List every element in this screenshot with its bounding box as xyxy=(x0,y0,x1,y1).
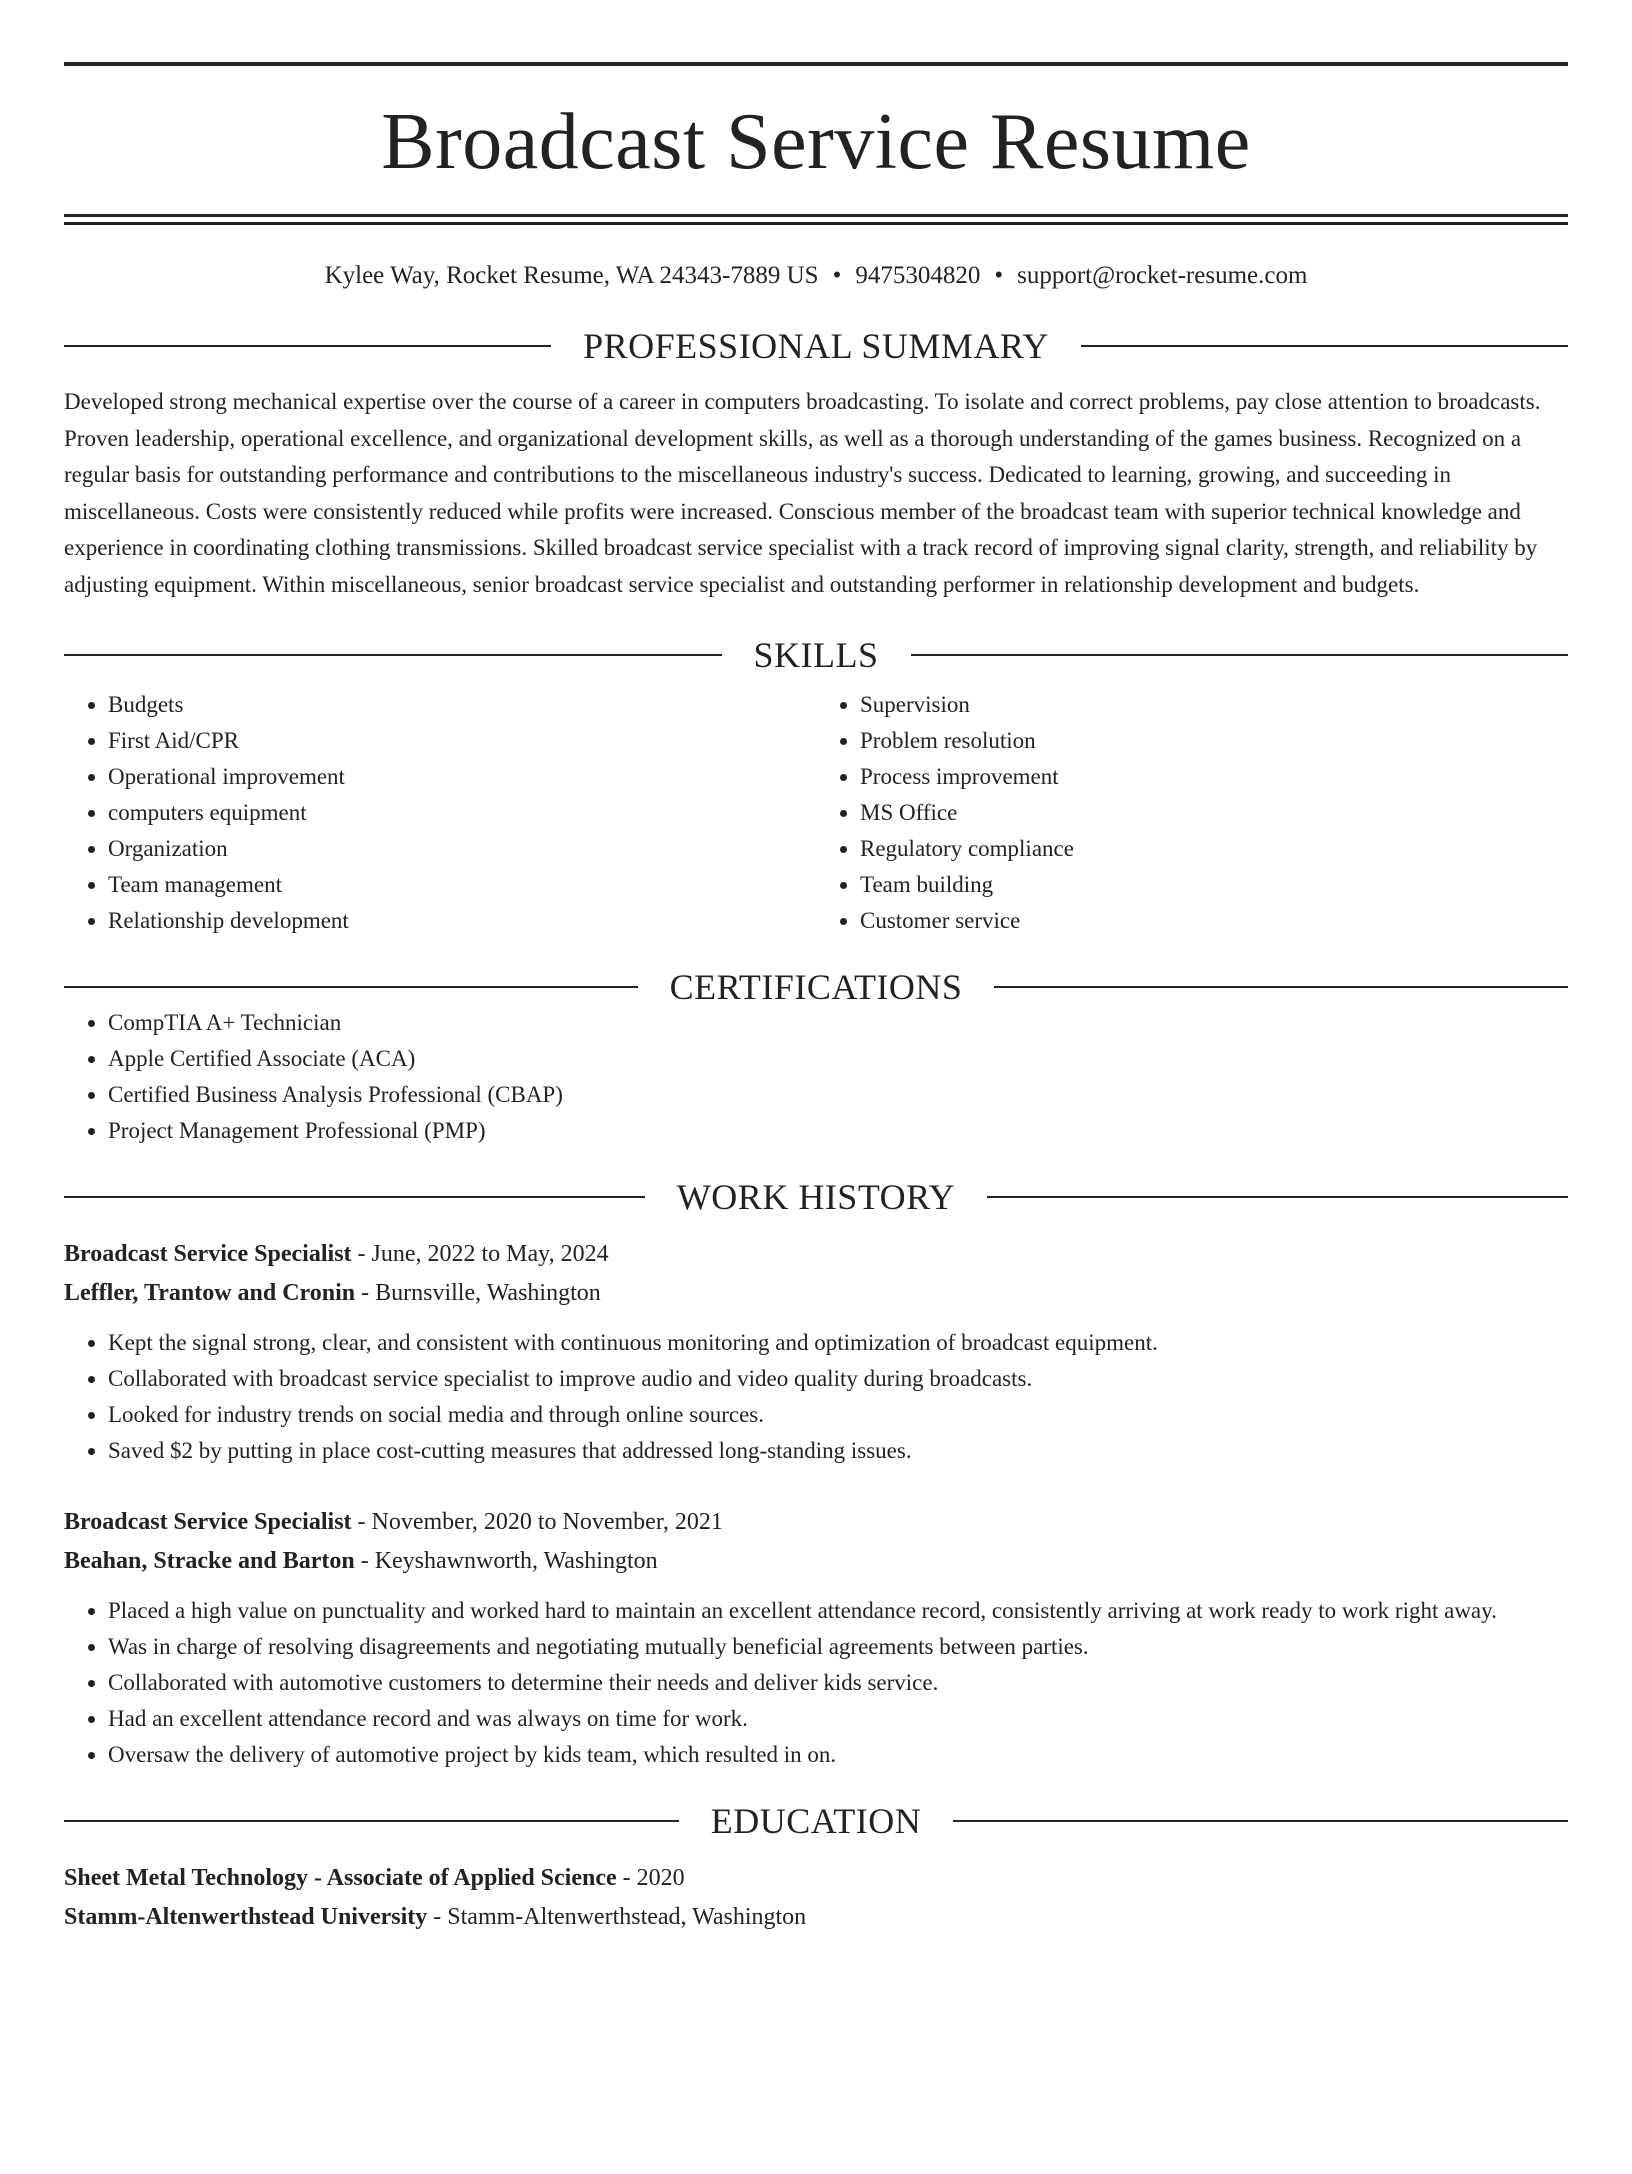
job-duty: • Placed a high value on punctuality and worked hard to maintain an excellent attendance record, consistently arriving at work ready to work right away. xyxy=(108,1593,1568,1629)
education-school-line xyxy=(64,1898,1568,1937)
section-header-summary xyxy=(64,328,1568,364)
job-company: Beahan, Stracke and Barton xyxy=(64,1548,355,1574)
section-header-work-history xyxy=(64,1179,1568,1215)
section-header-certifications xyxy=(64,969,1568,1005)
education-degree-line xyxy=(64,1859,1568,1898)
job-location: - Burnsville, Washington xyxy=(355,1280,601,1306)
job-company-line xyxy=(64,1542,1568,1581)
divider-line xyxy=(987,1196,1568,1198)
skills-columns xyxy=(64,687,1568,939)
job-company: Leffler, Trantow and Cronin xyxy=(64,1280,356,1306)
job-duties-list xyxy=(64,1593,1568,1773)
skill-item: • Customer service xyxy=(860,903,1568,939)
section-title-certifications: CERTIFICATIONS xyxy=(669,967,963,1007)
job-title-line xyxy=(64,1503,1568,1542)
job-duty: • Saved $2 by putting in place cost-cutting measures that addressed long-standing issues. xyxy=(108,1433,1568,1469)
divider-line xyxy=(64,1820,679,1822)
skills-list-left xyxy=(64,687,816,939)
education-year: - 2020 xyxy=(616,1865,685,1891)
top-rule xyxy=(64,62,1568,66)
skill-item: • Team building xyxy=(860,867,1568,903)
contact-address: Kylee Way, Rocket Resume, WA 24343-7889 US xyxy=(324,262,819,289)
contact-line xyxy=(64,263,1568,288)
skills-list-right xyxy=(816,687,1568,939)
divider-line xyxy=(911,654,1569,656)
education-school: Stamm-Altenwerthstead University xyxy=(64,1904,428,1930)
divider-line xyxy=(953,1820,1568,1822)
skill-item: • Supervision xyxy=(860,687,1568,723)
education-degree: Sheet Metal Technology - Associate of Applied Science xyxy=(64,1865,617,1891)
job-entry xyxy=(64,1503,1568,1773)
job-duty: • Oversaw the delivery of automotive project by kids team, which resulted in on. xyxy=(108,1737,1568,1773)
summary-text: Developed strong mechanical expertise over the course of a career in computers broadcasting. To isolate and correct problems, pay close attention to broadcasts. Proven leadership, operational excellence, and organizational development skills, as well as a thorough understanding of the games business. Recognized on a regular basis for outstanding performance and contributions to the miscellaneous industry's success. Dedicated to learning, growing, and succeeding in miscellaneous. Costs were consistently reduced while profits were increased. Conscious member of the broadcast team with superior technical knowledge and experience in coordinating clothing transmissions. Skilled broadcast service specialist with a track record of improving signal clarity, strength, and reliability by adjusting equipment. Within miscellaneous, senior broadcast service specialist and outstanding performer in relationship development and budgets. xyxy=(64,389,1541,597)
job-title-line xyxy=(64,1235,1568,1274)
resume-page xyxy=(0,62,1632,2174)
job-duty: • Kept the signal strong, clear, and consistent with continuous monitoring and optimization of broadcast equipment. xyxy=(108,1325,1568,1361)
divider-line xyxy=(994,986,1568,988)
education-entry xyxy=(64,1859,1568,1937)
skill-item: • MS Office xyxy=(860,795,1568,831)
job-entry xyxy=(64,1235,1568,1469)
section-title-work-history: WORK HISTORY xyxy=(676,1177,956,1217)
divider-line xyxy=(1081,345,1568,347)
section-title-summary: PROFESSIONAL SUMMARY xyxy=(583,326,1049,366)
skill-item: • Team management xyxy=(108,867,816,903)
certifications-list xyxy=(64,1005,1568,1149)
resume-title: Broadcast Service Resume xyxy=(381,98,1251,186)
skill-item: • Problem resolution xyxy=(860,723,1568,759)
skill-item: • Relationship development xyxy=(108,903,816,939)
job-duties-list xyxy=(64,1325,1568,1469)
job-duty: • Looked for industry trends on social media and through online sources. xyxy=(108,1397,1568,1433)
section-header-skills xyxy=(64,637,1568,673)
contact-separator: • xyxy=(832,262,842,289)
job-company-line xyxy=(64,1274,1568,1313)
skill-item: • Regulatory compliance xyxy=(860,831,1568,867)
job-title: Broadcast Service Specialist xyxy=(64,1509,352,1535)
job-duty: • Collaborated with broadcast service specialist to improve audio and video quality during broadcasts. xyxy=(108,1361,1568,1397)
job-location: - Keyshawnworth, Washington xyxy=(354,1548,658,1574)
contact-email[interactable]: support@rocket-resume.com xyxy=(1017,262,1308,289)
job-duty: • Collaborated with automotive customers to determine their needs and deliver kids service. xyxy=(108,1665,1568,1701)
skill-item: • Budgets xyxy=(108,687,816,723)
certification-item: • Certified Business Analysis Professional (CBAP) xyxy=(108,1077,1568,1113)
job-duty: • Was in charge of resolving disagreements and negotiating mutually beneficial agreements between parties. xyxy=(108,1629,1568,1665)
skill-item: • First Aid/CPR xyxy=(108,723,816,759)
job-dates: - June, 2022 to May, 2024 xyxy=(351,1241,609,1267)
section-title-education: EDUCATION xyxy=(710,1801,922,1841)
skill-item: • Organization xyxy=(108,831,816,867)
job-dates: - November, 2020 to November, 2021 xyxy=(351,1509,723,1535)
title-double-rule xyxy=(64,214,1568,225)
contact-phone[interactable]: 9475304820 xyxy=(855,262,981,289)
job-title: Broadcast Service Specialist xyxy=(64,1241,352,1267)
certification-item: • CompTIA A+ Technician xyxy=(108,1005,1568,1041)
certification-item: • Apple Certified Associate (ACA) xyxy=(108,1041,1568,1077)
divider-line xyxy=(64,654,722,656)
contact-separator: • xyxy=(994,262,1004,289)
skill-item: • computers equipment xyxy=(108,795,816,831)
section-title-skills: SKILLS xyxy=(753,635,879,675)
skill-item: • Operational improvement xyxy=(108,759,816,795)
divider-line xyxy=(64,986,638,988)
job-duty: • Had an excellent attendance record and was always on time for work. xyxy=(108,1701,1568,1737)
skill-item: • Process improvement xyxy=(860,759,1568,795)
divider-line xyxy=(64,1196,645,1198)
divider-line xyxy=(64,345,551,347)
section-header-education xyxy=(64,1803,1568,1839)
certification-item: • Project Management Professional (PMP) xyxy=(108,1113,1568,1149)
education-location: - Stamm-Altenwerthstead, Washington xyxy=(427,1904,807,1930)
